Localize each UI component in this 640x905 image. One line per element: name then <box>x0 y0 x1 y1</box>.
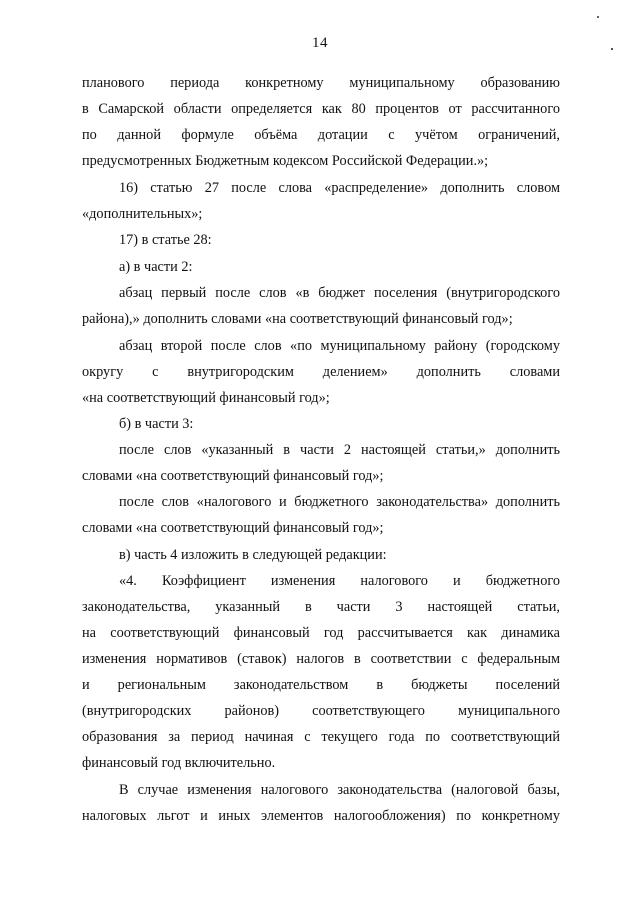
text-line: а) в части 2: <box>119 259 193 275</box>
text-line: финансовый год включительно. <box>82 755 276 771</box>
text-line: планового периода конкретному муниципальному образованию <box>82 75 560 91</box>
text-line: в) часть 4 изложить в следующей редакции: <box>119 547 387 563</box>
text-line: В случае изменения налогового законодательства (налоговой базы, <box>119 782 560 798</box>
text-line: законодательства, указанный в части 3 настоящей статьи, <box>82 599 560 615</box>
page-number: 14 <box>312 35 328 51</box>
text-line: по данной формуле объёма дотации с учётом ограничений, <box>82 127 560 143</box>
text-line: после слов «указанный в части 2 настоящей статьи,» дополнить <box>119 442 560 458</box>
text-line: «на соответствующий финансовый год»; <box>82 390 330 406</box>
text-line: 17) в статье 28: <box>119 232 212 248</box>
text-line: на соответствующий финансовый год рассчитывается как динамика <box>82 625 560 641</box>
text-line: изменения нормативов (ставок) налогов в соответствии с федеральным <box>82 651 560 667</box>
text-line: предусмотренных Бюджетным кодексом Российской Федерации.»; <box>82 153 489 169</box>
text-line: и региональным законодательством в бюджеты поселений <box>82 677 560 693</box>
scan-speck <box>597 16 599 18</box>
text-line: в Самарской области определяется как 80 процентов от рассчитанного <box>82 101 560 117</box>
text-line: «дополнительных»; <box>82 206 203 222</box>
text-line: налоговых льгот и иных элементов налогообложения) по конкретному <box>82 808 560 824</box>
text-line: абзац первый после слов «в бюджет поселения (внутригородского <box>119 285 560 301</box>
text-line: словами «на соответствующий финансовый год»; <box>82 468 384 484</box>
text-line: словами «на соответствующий финансовый год»; <box>82 520 384 536</box>
text-line: б) в части 3: <box>119 416 194 432</box>
text-line: района),» дополнить словами «на соответствующий финансовый год»; <box>82 311 513 327</box>
text-line: образования за период начиная с текущего года по соответствующий <box>82 729 560 745</box>
text-line: округу с внутригородским делением» дополнить словами <box>82 364 560 380</box>
text-line: после слов «налогового и бюджетного законодательства» дополнить <box>119 494 560 510</box>
text-line: (внутригородских районов) соответствующего муниципального <box>82 703 560 719</box>
text-line: абзац второй после слов «по муниципальному району (городскому <box>119 338 560 354</box>
text-line: «4. Коэффициент изменения налогового и бюджетного <box>119 573 560 589</box>
scan-speck <box>611 48 613 50</box>
text-line: 16) статью 27 после слова «распределение» дополнить словом <box>119 180 560 196</box>
